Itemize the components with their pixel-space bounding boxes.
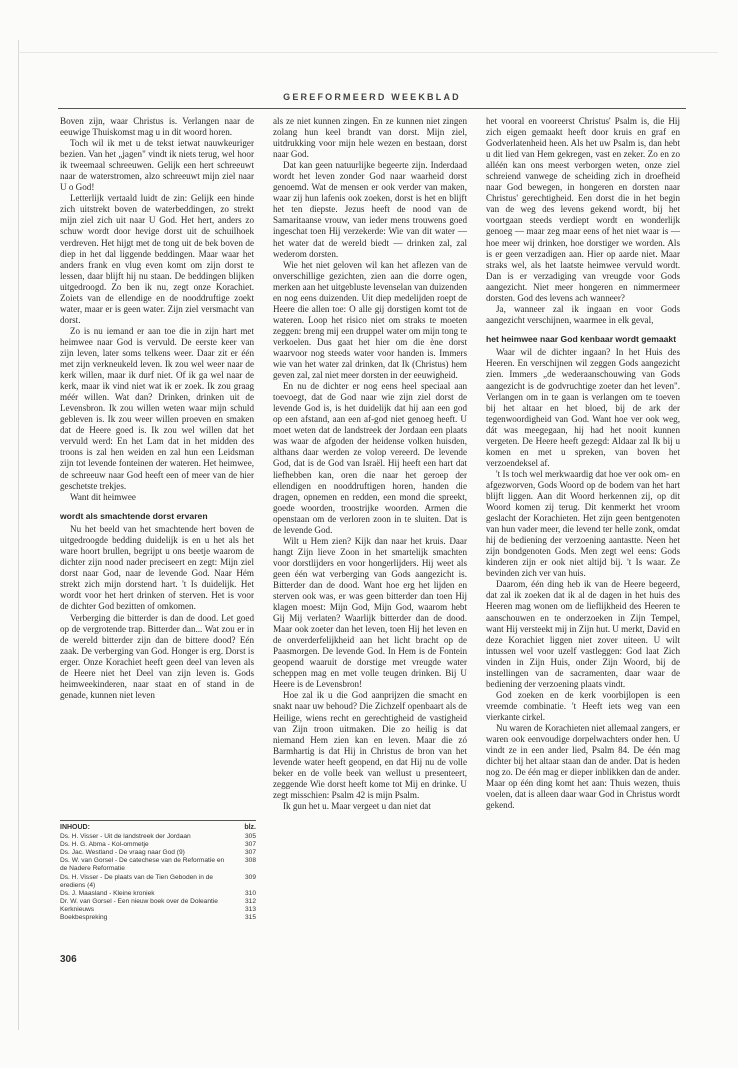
paragraph: Ja, wanneer zal ik ingaan en voor Gods aangezicht verschijnen, waarmee in elk geval, bbox=[486, 303, 680, 325]
paragraph: 't Is toch wel merkwaardig dat hoe ver ook om- en afgezworven, Gods Woord op de bodem van het hart blijft liggen. Aan dit Woord herkennen zij, op dit Woord komen zij terug. Dit kenmerkt het vroom geslacht der Korachieten. Het zijn geen bentgenoten van hun vader meer, die levend ter helle zonk, omdat hij de bediening der verzoening aantastte. Neen het zijn bondgenoten Gods. Men zegt wel eens: Gods kinderen zijn er ook niet altijd bij. 't Is waar. Ze bevinden zich ver van huis. bbox=[486, 468, 680, 579]
toc-title: Ds. H. Visser - De plaats van de Tien Geboden in de erediens (4) bbox=[60, 873, 214, 889]
toc-page: 308 bbox=[244, 857, 256, 865]
paragraph: Letterlijk vertaald luidt de zin: Gelijk een hinde zich uitstrekt boven de waterbeddingen, zo strekt mijn ziel zich uit naar U God. Het hert, anders zo schuw wordt door hevige dorst uit de schuilhoek verdreven. Het hijgt met de tong uit de bek boven de diep in het dal liggende beddingen. Maar waar het anders frank en vlug even komt om zijn dorst te lessen, daar blijft hij nu staan. De beddingen blijken uitgedroogd. Zo ben ik nu, zegt onze Korachiet. Zoiets van de ellendige en de nooddruftige zoekt water, maar er is geen water. Zijn ziel versmacht van dorst. bbox=[60, 193, 254, 325]
paragraph: Nu waren de Korachieten niet allemaal zangers, er waren ook eenvoudige dorpelwachters onder hen. U vindt ze in een ander lied, Psalm 84. De één mag dichter bij het altaar staan dan de ander. Dat is heden nog zo. De één mag er dieper inblikken dan de ander. Maar op één ding komt het aan: Thuis wezen, thuis voelen, dat is alleen daar waar God in Christus wordt gekend. bbox=[486, 722, 680, 811]
toc-title: Ds. Jac. Westland - De vraag naar God (9) bbox=[60, 849, 185, 857]
toc-header bbox=[60, 821, 256, 832]
toc-title: Kerknieuws bbox=[60, 905, 95, 913]
toc-row bbox=[60, 833, 256, 841]
section-heading: het heimwee naar God kenbaar wordt gemaakt bbox=[486, 333, 677, 344]
toc-page: 307 bbox=[244, 849, 256, 857]
paragraph: Verberging die bitterder is dan de dood. Let goed op de vergrotende trap. Bitterder dan... Wat zou er in de wereld bitterder zijn dan de bittere dood? Eén zaak. De verberging van God. Honger is erg. Dorst is erger. Onze Korachiet heeft geen deel van leven als de Heere niet het Deel van zijn leven is. Gods heimweekinderen, naar staat en of stand in de genade, kunnen niet leven bbox=[60, 612, 254, 700]
toc-page: 307 bbox=[244, 841, 256, 849]
masthead-rule bbox=[58, 108, 686, 109]
toc-page: 312 bbox=[244, 897, 256, 905]
column-3 bbox=[486, 116, 680, 811]
toc-title: Ds. H. G. Abma - Kol-ommetje bbox=[60, 841, 149, 849]
toc-page: 310 bbox=[244, 889, 256, 897]
toc-row bbox=[60, 906, 256, 914]
paragraph: Waar wil de dichter ingaan? In het Huis des Heeren. En verschijnen wil zeggen Gods aangezicht zien. Immers „de wederaanschouwing van Gods aangezicht is de godvruchtige zoeter dan het leven". Verlangen om in te gaan is verlangen om te toeven bij het altaar en het bloed, bij de ark der tegenwoordigheid van God. Want hoe ver ook weg, dát was meegegaan, hij had het nooit kunnen vergeten. De Heere heeft gezegd: Aldaar zal Ik bij u komen en met u spreken, van boven het verzoendeksel af. bbox=[486, 347, 680, 468]
section-heading: wordt als smachtende dorst ervaren bbox=[60, 510, 208, 521]
toc-row bbox=[60, 849, 256, 857]
paragraph: Want dit heimwee bbox=[70, 491, 136, 502]
toc-title: Ds. W. van Gorsel - De catechese van de Reformatie en de Nadere Reformatie bbox=[60, 857, 225, 873]
toc-row bbox=[60, 841, 256, 849]
paragraph: Wie het niet geloven wil kan het aflezen van de onverschillige gezichten, zien aan die dorre ogen, merken aan het uitgebluste levenselan van duizenden en nog eens duizenden. Uit diep medelijden roept de Heere die allen toe: O alle gij dorstigen komt tot de wateren. Loop het risico niet om straks te moeten zeggen: breng mij een druppel water om mijn tong te verkoelen. Dus gaat het hier om die ène dorst waarvoor nog steeds water voor handen is. Immers wie van het water zal drinken, dat Ik (Christus) hem geven zal, zal niet meer dorsten in der eeuwigheid. bbox=[273, 259, 467, 381]
paragraph: Zo is nu iemand er aan toe die in zijn hart met heimwee naar God is vervuld. De eerste keer van zijn leven, later soms telkens weer. Daar zit er één met zijn verkneukeld leven. Ik zou wel weer naar de kerk willen, maar ik durf niet. Of ik ga wel naar de kerk, maar ik vind niet wat ik er zoek. Ik zou graag méér willen. Wat dan? Drinken, drinken uit de Levensbron. Ik zou willen weten waar mijn schuld gebleven is. Ik zou weer willen proeven en smaken dat de Heere goed is. Ik zou wel willen dat het vervuld werd: En het Lam dat in het midden des troons is zal hen weiden en zal hun een Leidsman zijn tot levende fonteinen der wateren. Het heimwee, de schreeuw naar God heeft een of meer van de hier geschetste trekjes. bbox=[60, 325, 254, 491]
toc-row bbox=[60, 898, 256, 906]
toc-page: 309 bbox=[244, 873, 256, 881]
toc-page: 313 bbox=[244, 905, 256, 913]
column-1 bbox=[60, 116, 254, 701]
toc-row bbox=[60, 874, 256, 890]
paragraph: als ze niet kunnen zingen. En ze kunnen niet zingen zolang hun keel brandt van dorst. Mijn ziel, uitdrukking voor mijn hele wezen en bestaan, dorst naar God. bbox=[273, 116, 467, 160]
paragraph: Toch wil ik met u de tekst ietwat nauwkeuriger bezien. Van het „jagen" vindt ik niets terug, wel hoor ik tweemaal schreeuwen. Gelijk een hert schreeuwt naar de waterstromen, alzo schreeuwt mijn ziel naar U o God! bbox=[60, 138, 254, 193]
page-number: 306 bbox=[60, 954, 77, 965]
paragraph: het vooral en vooreerst Christus' Psalm is, die Hij zich eigen gemaakt heeft door kruis en graf en Godverlatenheid heen. Als het uw Psalm is, dan hebt u dit lied van Hem gekregen, vast en zeker. Zo en zo alléén kan ons meest verborgen weten, onze ziel schreiend vanwege de scheiding zich in droefheid naar God bewegen, in hongeren en dorsten naar Christus' gerechtigheid. Een dorst die in het begin van de weg des levens gekend wordt, bij het voortgaan steeds verdiept wordt en wonderlijk genoeg — maar zeg maar eens of het niet waar is — hoe meer wij drinken, hoe dorstiger we worden. Als is er geen verzadigen aan. Hier op aarde niet. Maar straks wel, als het laatste heimwee vervuld wordt. Dan is er verzadiging van vreugde voor Gods aangezicht. Niet meer hongeren en nimmermeer dorsten. God des levens ach wanneer? bbox=[486, 116, 680, 303]
column-2 bbox=[273, 116, 467, 812]
toc-title: Ds. J. Maasland - Kleine kroniek bbox=[60, 889, 155, 897]
page-edge bbox=[18, 40, 19, 1030]
toc-title: Ds. H. Visser - Uit de landstreek der Jordaan bbox=[60, 833, 191, 841]
paragraph: Ik gun het u. Maar vergeet u dan niet dat bbox=[283, 800, 431, 811]
toc-page: 305 bbox=[244, 833, 256, 841]
toc-page: 315 bbox=[244, 914, 256, 922]
toc-row bbox=[60, 914, 256, 922]
paragraph: Daarom, één ding heb ik van de Heere begeerd, dat zal ik zoeken dat ik al de dagen in het huis des Heeren mag wonen om de lieflijkheid des Heeren te aanschouwen en te onderzoeken in Zijn Tempel, want Hij versteekt mij in Zijn hut. U merkt, David en deze Korachiet liggen niet zover uiteen. U wilt intussen wel voor uzelf vastleggen: God laat Zich vinden in Zijn Huis, onder Zijn Woord, bij de instellingen van de sacramenten, daar waar de bediening der verzoening plaats vindt. bbox=[486, 579, 680, 689]
paragraph: God zoeken en de kerk voorbijlopen is een vreemde combinatie. 't Heeft iets weg van een vierkante cirkel. bbox=[486, 689, 680, 722]
paragraph: Wilt u Hem zien? Kijk dan naar het kruis. Daar hangt Zijn lieve Zoon in het smartelijk smachten voor dorstlijders en voor hongerlijders. Hij weet als geen één wat verberging van Gods aangezicht is. Bitterder dan de dood. Want hoe erg het lijden en sterven ook was, er was geen bitterder dan toen Hij klagen moest: Mijn God, Mijn God, waarom hebt Gij Mij verlaten? Waarlijk bitterder dan de dood. Maar ook zoeter dan het leven, toen Hij het leven en de onverderfelijkheid aan het licht bracht op de Paasmorgen. De levende God. In Hem is de Fontein geopend waaruit de dorstige met vreugde water scheppen mag en met volle teugen drinken. Bij U Heere is de Levensbron! bbox=[273, 535, 467, 690]
paragraph: En nu de dichter er nog eens heel speciaal aan toevoegt, dat de God naar wie zijn ziel dorst de levende God is, is het duidelijk dat hij aan een god op een afstand, aan een af-god niet genoeg heeft. U moet weten dat de landstreek der Jordaan een plaats was waar de afgoden der heidense volken huisden, althans daar werden ze volop vereerd. De levende God, dat is de God van Israël. Hij heeft een hart dat liefhebben kan, oren die naar het geroep der ellendigen en nooddruftigen horen, handen die dragen, opnemen en redden, een mond die spreekt, goede woorden, troostrijke woorden. Armen die openstaan om de verloren zoon in te sluiten. Dat is de levende God. bbox=[273, 381, 467, 535]
paragraph: Dat kan geen natuurlijke begeerte zijn. Inderdaad wordt het leven zonder God naar waarheid dorst genoemd. Wat de mensen er ook verder van maken, waar zij hun lafenis ook zoeken, dorst is het en blijft het ten diepste. Jezus heeft de nood van de Samaritaanse vrouw, van ieder mens trouwens goed ingeschat toen Hij verzekerde: Wie van dit water — het water dat de wereld biedt — drinken zal, zal wederom dorsten. bbox=[273, 160, 467, 259]
toc-page-column-label: blz. bbox=[244, 824, 256, 831]
toc-title: Dr. W. van Gorsel - Een nieuw boek over de Doleantie bbox=[60, 897, 218, 905]
paragraph: Boven zijn, waar Christus is. Verlangen naar de eeuwige Thuiskomst mag u in dit woord horen. bbox=[60, 116, 254, 138]
toc-title: Boekbespreking bbox=[60, 914, 108, 922]
table-of-contents bbox=[60, 820, 256, 922]
paragraph: Nu het beeld van het smachtende hert boven de uitgedroogde bedding duidelijk is en u het als het ware hoort brullen, begrijpt u ons beetje waarom de dichter zijn nood nader preciseert en zegt: Mijn ziel dorst naar God, naar de levende God. Naar Hém strekt zich mijn dorstend hart. 't Is duidelijk. Het wordt voor het hert drinken of sterven. Het is voor de dichter God bezitten of omkomen. bbox=[60, 524, 254, 612]
toc-row bbox=[60, 890, 256, 898]
toc-heading: INHOUD: bbox=[60, 824, 90, 831]
masthead: GEREFORMEERD WEEKBLAD bbox=[283, 92, 461, 102]
toc-row bbox=[60, 857, 256, 873]
page-fold bbox=[18, 52, 718, 53]
paragraph: Hoe zal ik u die God aanprijzen die smacht en snakt naar uw behoud? Die Zichzelf openbaart als de Heilige, wiens recht en gerechtigheid de vastigheid van Zijn troon uitmaken. Die zo heilig is dat niemand Hem zien kan en leven. Maar die zó Barmhartig is dat Hij in Christus de bron van het levende water heeft geopend, en dat Hij nu de volle beker en de volle beek van wellust u presenteert, zeggende Wie dorst heeft kome tot Mij en drinke. U zegt misschien: Psalm 42 is mijn Psalm. bbox=[273, 690, 467, 800]
